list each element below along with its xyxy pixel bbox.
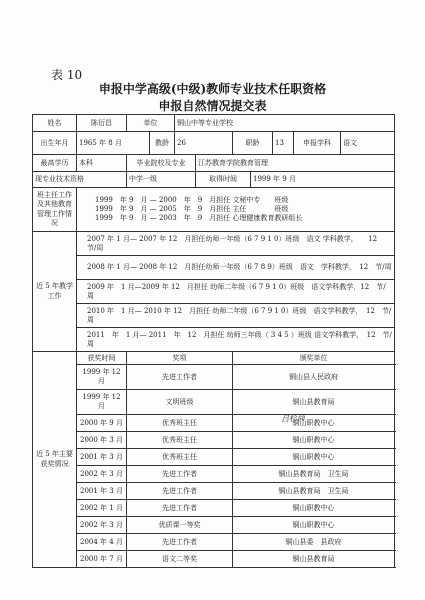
award-name: 先进工作者 [127, 483, 233, 500]
management-line: 1999 年 9 月 — 2000 年 9 月担任 文秘中专 班级 [95, 196, 289, 205]
award-row [33, 534, 395, 551]
award-time: 2002 年 3 月 [77, 466, 127, 483]
award-row [33, 449, 395, 466]
teaching-line: 2010 年 1 月— 2010 年 12 月担任 幼师二年级（6 7 9 1 0）班级 语文学科教学， 12 节/周 [77, 304, 395, 328]
award-time: 2001 年 3 月 [77, 483, 127, 500]
teaching-line: 2007 年 1 月— 2007 年 12 月担任幼师一年级（6 7 9 1 0）班级 语文 学科教学， 12 节/周 [77, 232, 395, 256]
name-value: 陈衍昌 [77, 115, 127, 132]
award-time: 1999 年 12 月 [77, 365, 127, 390]
teaching-line: 2011 年 1 月— 2011 年 12 月担任 幼师三年级（ 3 4 5 ）班级 语文学科教学， 12 节/周 [77, 328, 395, 352]
award-unit: 铜山县教育局 卫生局 [233, 466, 395, 483]
award-row [33, 483, 395, 500]
award-name: 先进工作者 [127, 534, 233, 551]
award-row [33, 365, 395, 390]
awards-col-time: 获奖时间 [77, 352, 127, 365]
awards-col-unit: 颁奖单位 [233, 352, 395, 365]
award-time: 1999 年 12 月 [77, 390, 127, 415]
award-name: 先进工作者 [127, 365, 233, 390]
management-line: 1999 年 9 月 — 2003 年 9 月担任 心理健康教育教研组长 [95, 213, 303, 222]
management-lines [77, 188, 395, 232]
teaching-line: 2008 年 1 月— 2008 年 12 月担任幼师一年级（6 7 8 9）班级 语文 学科教学， 12 节/周 [77, 256, 395, 280]
award-unit: 铜山县教育局 卫生局 [233, 483, 395, 500]
school-label: 毕业院校及专业 [127, 155, 196, 172]
award-time: 2000 年 7 月 [77, 551, 127, 568]
award-name: 先进工作者 [127, 500, 233, 517]
birth-value: 1965 年 8 月 [77, 132, 150, 155]
award-row [33, 517, 395, 534]
award-time: 2000 年 3 月 [77, 432, 127, 449]
award-unit: 铜山县委 县政府 [233, 534, 395, 551]
teaching-age-label: 教龄 [150, 132, 175, 155]
education-label: 最高学历 [33, 155, 77, 172]
award-time: 2002 年 3 月 [77, 517, 127, 534]
award-row [33, 551, 395, 568]
awards-label: 近 5 年主要获奖情况 [33, 352, 77, 568]
award-name: 优秀班主任 [127, 449, 233, 466]
award-name: 文明班级 [127, 390, 233, 415]
management-label: 班主任工作及其他教育管理工作情况 [33, 188, 77, 232]
award-row [33, 432, 395, 449]
award-unit: 铜山县教育局 [233, 390, 395, 415]
handwritten-signature: 吕杉商 [280, 413, 306, 424]
name-label: 姓名 [33, 115, 77, 132]
qualification-label: 现专业技术资格 [33, 172, 127, 188]
award-row [33, 466, 395, 483]
award-name: 优秀班主任 [127, 415, 233, 432]
subject-value: 语文 [341, 132, 395, 155]
award-unit: 铜山职教中心 [233, 432, 395, 449]
form-title: 申报中学高级(中级)教师专业技术任职资格 [98, 82, 327, 96]
form-subtitle: 申报自然情况提交表 [158, 99, 267, 113]
award-unit: 铜山职教中心 [233, 500, 395, 517]
unit-label: 单位 [127, 115, 175, 132]
unit-value: 铜山中等专业学校 [175, 115, 395, 132]
acquired-value: 1999 年 9 月 [251, 172, 395, 188]
award-time: 2001 年 3 月 [77, 449, 127, 466]
award-row [33, 415, 395, 432]
award-unit: 铜山县教育局 [233, 551, 395, 568]
award-name: 优质课一等奖 [127, 517, 233, 534]
awards-col-award: 奖项 [127, 352, 233, 365]
teaching-label: 近 5 年教学工作 [33, 232, 77, 352]
experience-value: 13 [273, 132, 294, 155]
award-name: 语文二等奖 [127, 551, 233, 568]
education-value: 本科 [77, 155, 127, 172]
award-row [33, 390, 395, 415]
award-unit: 铜山职教中心 [233, 415, 395, 432]
award-unit: 铜山职教中心 [233, 449, 395, 466]
acquired-label: 取得时间 [196, 172, 251, 188]
teaching-line: 2009 年 1 月—2009 年 12 月担任 幼师二年级（6 7 9 1 0）班级 语文学科教学，12 节/周 [77, 280, 395, 304]
award-name: 优秀班主任 [127, 432, 233, 449]
management-line: 1999 年 9 月 — 2005 年 9 月担任 主任 班级 [95, 205, 289, 214]
subject-label: 申报学科 [294, 132, 341, 155]
school-value: 江苏教育学院教育管理 [196, 155, 395, 172]
teaching-age-value: 26 [175, 132, 233, 155]
award-row [33, 500, 395, 517]
experience-label: 职龄 [233, 132, 273, 155]
award-time: 2000 年 9 月 [77, 415, 127, 432]
award-unit: 铜山县人民政府 [233, 365, 395, 390]
application-form-table [32, 114, 395, 568]
award-time: 2004 年 4 月 [77, 534, 127, 551]
award-name: 先进工作者 [127, 466, 233, 483]
award-unit: 铜山职教中心 [233, 517, 395, 534]
qualification-value: 中学一级 [127, 172, 196, 188]
birth-label: 出生年月 [33, 132, 77, 155]
table-number: 表 10 [51, 68, 83, 82]
award-time: 2002 年 1 月 [77, 500, 127, 517]
